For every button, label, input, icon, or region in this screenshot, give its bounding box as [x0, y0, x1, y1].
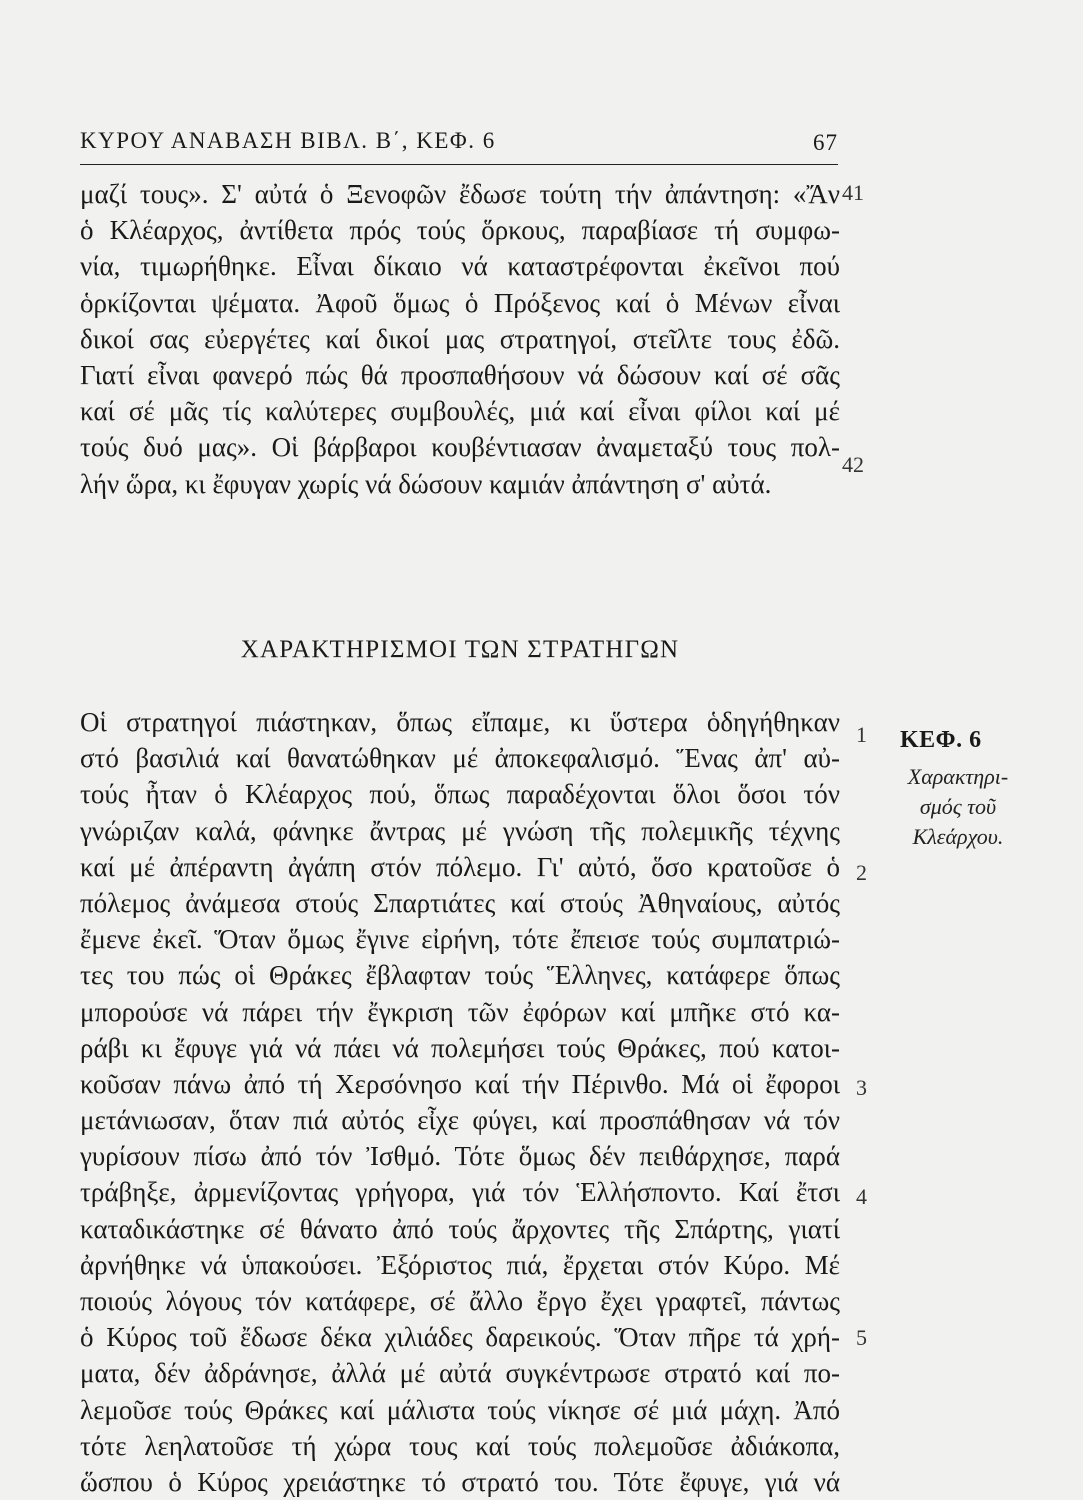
text-line: δικοί σας εὐεργέτες καί δικοί μας στρατηγοί, στεῖλτε τους ἐδῶ. [80, 323, 840, 354]
paragraph-1 [80, 176, 840, 502]
text-line: λήν ὥρα, κι ἔφυγαν χωρίς νά δώσουν καμιάν ἀπάντηση σ' αὐτά. [80, 468, 772, 499]
margin-section-number: 42 [842, 452, 864, 477]
text-line: ὁρκίζονται ψέματα. Ἀφοῦ ὅμως ὁ Πρόξενος καί ὁ Μένων εἶναι [80, 287, 840, 318]
page-number: 67 [813, 130, 838, 155]
text-line: τότε λεηλατοῦσε τή χώρα τους καί τούς πολεμοῦσε ἀδιάκοπα, [80, 1430, 840, 1461]
text-line: Οἱ στρατηγοί πιάστηκαν, ὅπως εἴπαμε, κι ὕστερα ὁδηγήθηκαν [80, 707, 840, 737]
text-line: ἀρνήθηκε νά ὑπακούσει. Ἐξόριστος πιά, ἔρχεται στόν Κύρο. Μέ [80, 1249, 840, 1280]
text-line: γνώριζαν καλά, φάνηκε ἄντρας μέ γνώση τῆς πολεμικῆς τέχνης [80, 815, 840, 846]
section-heading: ΧΑΡΑΚΤΗΡΙΣΜΟΙ ΤΩΝ ΣΤΡΑΤΗΓΩΝ [240, 636, 680, 663]
text-line: τούς δυό μας». Οἱ βάρβαροι κουβέντιασαν ἀναμεταξύ τους πολ- [80, 432, 840, 463]
text-line: καί σέ μᾶς τίς καλύτερες συμβουλές, μιά καί εἶναι φίλοι καί μέ [80, 396, 840, 427]
text-line: μαζί τους». Σ' αὐτά ὁ Ξενοφῶν ἔδωσε τούτη τήν ἀπάντηση: «Ἄν [80, 179, 840, 209]
text-line: Γιατί εἶναι φανερό πώς θά προσπαθήσουν νά δώσουν καί σέ σᾶς [80, 359, 840, 390]
side-note-line: σμός τοῦ [919, 794, 997, 819]
text-line: τράβηξε, ἀρμενίζοντας γρήγορα, γιά τόν Ἑλλήσποντο. Καί ἔτσι [80, 1177, 840, 1208]
text-line: τούς ἦταν ὁ Κλέαρχος πού, ὅπως παραδέχονται ὅλοι ὅσοι τόν [80, 779, 840, 810]
text-line: ματα, δέν ἀδράνησε, ἀλλά μέ αὐτά συγκέντρωσε στρατό καί πο- [80, 1358, 840, 1389]
side-note [888, 762, 1028, 852]
text-line: ἔμενε ἐκεῖ. Ὅταν ὅμως ἔγινε εἰρήνη, τότε ἔπεισε τούς συμπατριώ- [80, 924, 840, 955]
margin-section-number: 5 [856, 1325, 867, 1350]
margin-section-number: 3 [856, 1075, 867, 1100]
margin-section-number: 41 [842, 180, 864, 205]
side-note-line: Κλεάρχου. [912, 824, 1004, 849]
text-line: νία, τιμωρήθηκε. Εἶναι δίκαιο νά καταστρέφονται ἐκεῖνοι πού [80, 251, 840, 282]
text-line: μπορούσε νά πάρει τήν ἔγκριση τῶν ἐφόρων καί μπῆκε στό κα- [80, 996, 840, 1027]
text-line: τες του πώς οἱ Θράκες ἔβλαφταν τούς Ἕλληνες, κατάφερε ὅπως [80, 960, 840, 991]
margin-section-number: 1 [856, 722, 867, 747]
side-note-line: Χαρακτηρι- [907, 764, 1009, 789]
text-line: ὁ Κύρος τοῦ ἔδωσε δέκα χιλιάδες δαρεικούς. Ὅταν πῆρε τά χρή- [80, 1322, 840, 1353]
side-chapter-label: ΚΕΦ. 6 [900, 727, 982, 753]
text-line: ὥσπου ὁ Κύρος χρειάστηκε τό στρατό του. Τότε ἔφυγε, γιά νά [80, 1466, 840, 1497]
text-line: ὁ Κλέαρχος, ἀντίθετα πρός τούς ὅρκους, παραβίασε τή συμφω- [80, 215, 840, 246]
paragraph-2 [80, 704, 840, 1500]
text-line: κοῦσαν πάνω ἀπό τή Χερσόνησο καί τήν Πέρινθο. Μά οἱ ἔφοροι [80, 1068, 840, 1099]
text-line: ποιούς λόγους τόν κατάφερε, σέ ἄλλο ἔργο ἔχει γραφτεῖ, πάντως [80, 1286, 840, 1316]
margin-section-number: 4 [856, 1184, 867, 1209]
running-header [80, 128, 838, 165]
margin-section-number: 2 [856, 860, 867, 885]
text-line: ράβι κι ἔφυγε γιά νά πάει νά πολεμήσει τούς Θράκες, πού κατοι- [80, 1032, 840, 1063]
text-line: στό βασιλιά καί θανατώθηκαν μέ ἀποκεφαλισμό. Ἕνας ἀπ' αὐ- [80, 743, 840, 774]
text-line: μετάνιωσαν, ὅταν πιά αὐτός εἶχε φύγει, καί προσπάθησαν νά τόν [80, 1105, 840, 1136]
text-line: καταδικάστηκε σέ θάνατο ἀπό τούς ἄρχοντες τῆς Σπάρτης, γιατί [80, 1213, 840, 1244]
text-line: πόλεμος ἀνάμεσα στούς Σπαρτιάτες καί στούς Ἀθηναίους, αὐτός [80, 887, 840, 918]
text-line: καί μέ ἀπέραντη ἀγάπη στόν πόλεμο. Γι' αὐτό, ὅσο κρατοῦσε ὁ [80, 851, 840, 882]
text-line: λεμοῦσε τούς Θράκες καί μάλιστα τούς νίκησε σέ μιά μάχη. Ἀπό [80, 1394, 840, 1425]
running-title: ΚΥΡΟΥ ΑΝΑΒΑΣΗ ΒΙΒΛ. Β΄, ΚΕΦ. 6 [80, 128, 496, 153]
text-line: γυρίσουν πίσω ἀπό τόν Ἰσθμό. Τότε ὅμως δέν πειθάρχησε, παρά [80, 1141, 840, 1172]
